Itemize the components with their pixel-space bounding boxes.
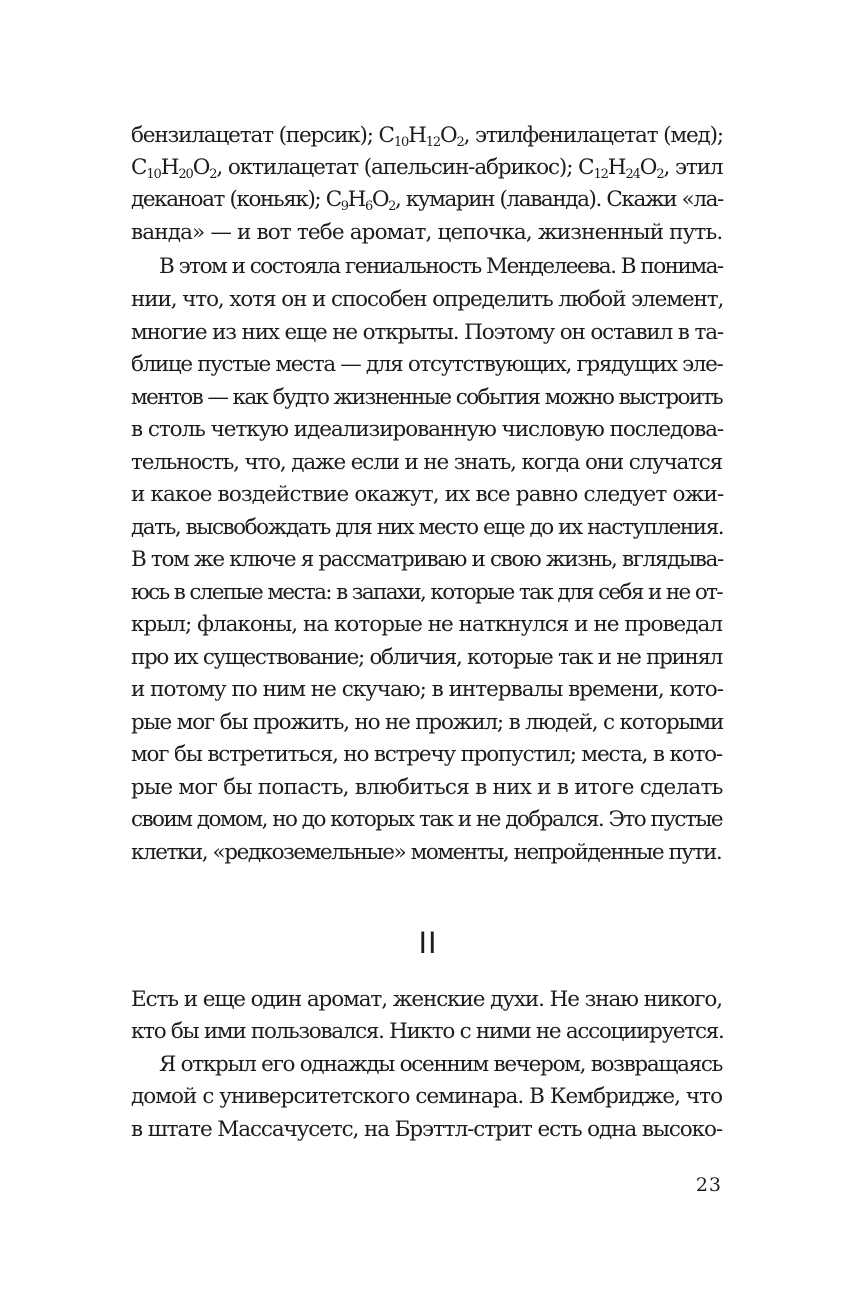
body-text-line: ванда» — и вот тебе аромат, цепочка, жизненный путь.: [131, 220, 723, 245]
body-text-line: юсь в слепые места: в запахи, которые так для себя и не от-: [131, 580, 722, 605]
body-text-line: многие из них еще не открыты. Поэтому он оставил в та-: [131, 320, 723, 345]
body-text-line: клетки, «редкоземельные» моменты, непройденные пути.: [131, 840, 722, 865]
body-text-line: мог бы встретиться, но встречу пропустил; места, в кото-: [131, 742, 722, 767]
body-text-line: Я открыл его однажды осенним вечером, возвращаясь: [159, 1052, 722, 1077]
body-text-line: рые мог бы прожить, но не прожил; в людей, с которыми: [131, 710, 724, 735]
body-text-line: блице пустые места — для отсутствующих, грядущих эле-: [131, 352, 723, 377]
body-text-line: домой с университетского семинара. В Кембридже, что: [131, 1084, 723, 1109]
section-heading: II: [418, 926, 438, 960]
body-text-line: в столь четкую идеализированную числовую последова-: [131, 417, 724, 442]
body-text-line: тельность, что, даже если и не знать, когда они случатся: [131, 450, 722, 475]
body-text-line: крыл; флаконы, на которые не наткнулся и не проведал: [131, 612, 722, 637]
body-text-line: своим домом, но до которых так и не добрался. Это пустые: [131, 807, 722, 832]
body-text-line: рые мог бы попасть, влюбиться в них и в итоге сделать: [131, 775, 723, 800]
body-text-line: Есть и еще один аромат, женские духи. Не знаю никого,: [131, 987, 722, 1012]
body-text-line: кто бы ими пользовался. Никто с ними не ассоциируется.: [131, 1019, 724, 1044]
body-text-line: бензилацетат (персик); $C_{10}H_{12}O_2$, этилфенилацетат (мед);: [131, 123, 723, 150]
body-text-line: и какое воздействие окажут, их все равно следует ожи-: [131, 482, 724, 507]
body-text-line: В этом и состояла гениальность Менделеева. В понима-: [159, 254, 723, 279]
body-text-line: $C_{10}H_{20}O_2$, октилацетат (апельсин-абрикос); $C_{12}H_{24}O_2$, этил: [131, 155, 723, 182]
page-number: 23: [695, 1174, 722, 1196]
body-text-line: в штате Массачусетс, на Брэттл-стрит есть одна высоко-: [131, 1117, 722, 1142]
body-text-line: про их существование; обличия, которые так и не принял: [131, 645, 722, 670]
body-text-line: нии, что, хотя он и способен определить любой элемент,: [131, 287, 724, 312]
body-text-line: ментов — как будто жизненные события можно выстроить: [131, 385, 722, 410]
body-text-line: деканоат (коньяк); $C_9H_6O_2$, кумарин (лаванда). Скажи «ла-: [131, 187, 723, 214]
body-text-line: В том же ключе я рассматриваю и свою жизнь, вглядыва-: [131, 547, 723, 572]
body-text-line: и потому по ним не скучаю; в интервалы времени, кото-: [131, 677, 724, 702]
body-text-line: дать, высвобождать для них место еще до их наступления.: [131, 515, 724, 540]
